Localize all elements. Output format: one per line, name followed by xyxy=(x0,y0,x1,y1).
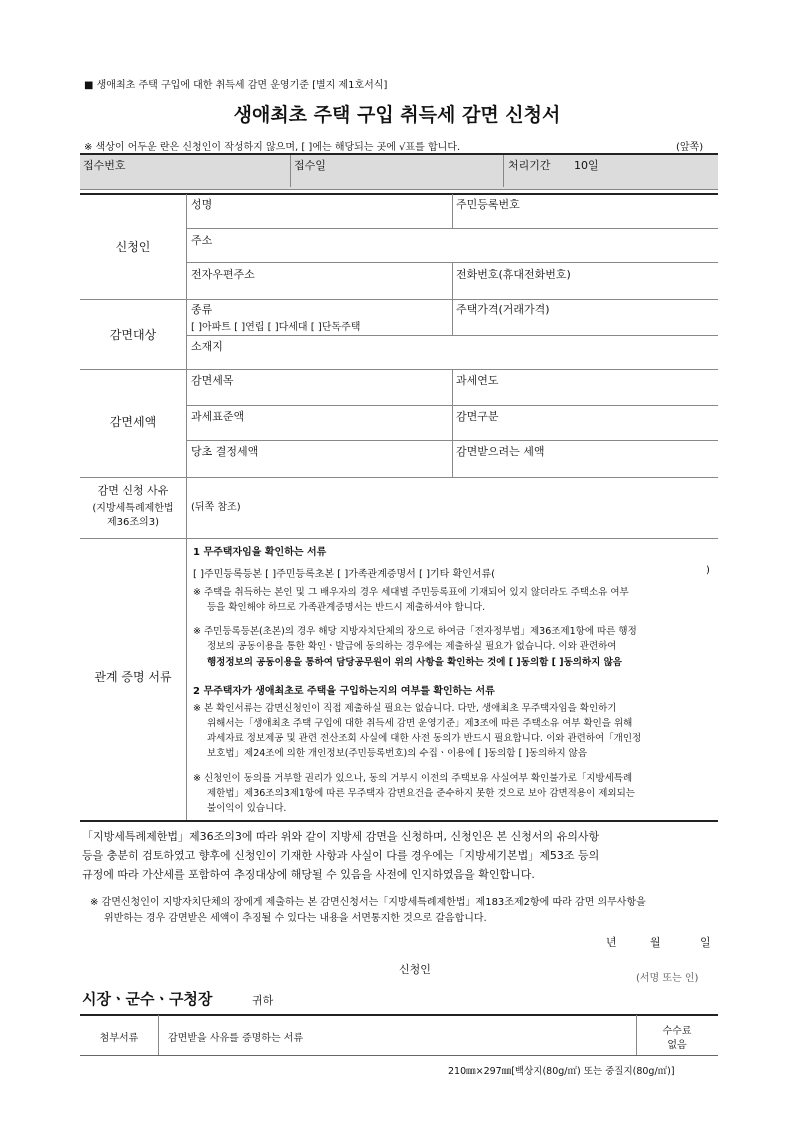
documents-section-label: 관계 증명 서류 xyxy=(94,670,172,684)
signature-field[interactable]: (서명 또는 인) xyxy=(636,973,699,984)
form-source: ■ 생애최초 주택 구입에 대한 취득세 감면 운영기준 [별지 제1호서식] xyxy=(84,80,388,91)
instruction-note: ※ 색상이 어두운 란은 신청인이 작성하지 않으며, [ ]에는 해당되는 곳에 √표를 합니다. xyxy=(84,142,461,153)
note-1b: 등을 확인해야 하므로 가족관계증명서는 반드시 제출하셔야 합니다. xyxy=(207,602,486,613)
fee-value: 없음 xyxy=(667,1040,687,1051)
initial-tax-label[interactable]: 당초 결정세액 xyxy=(191,445,259,458)
target-section-label: 감면대상 xyxy=(109,328,157,342)
warning-line-1: ※ 감면신청인이 지방자치단체의 장에게 제출하는 본 감면신청서는「지방세특례제한법」제183조제2항에 따라 감면 의무사항을 xyxy=(90,897,646,908)
email-field-label[interactable]: 전자우편주소 xyxy=(191,268,255,281)
applicant-signature-label: 신청인 xyxy=(399,963,431,976)
date-day[interactable]: 일 xyxy=(700,936,711,949)
note-3a: ※ 본 확인서류는 감면신청인이 직접 제출하실 필요는 없습니다. 다만, 생애최초 무주택자임을 확인하기 xyxy=(193,703,617,714)
fee-label: 수수료 xyxy=(662,1026,692,1037)
reason-law: (지방세특례제한법 xyxy=(92,503,174,514)
reason-value[interactable]: (뒤쪽 참조) xyxy=(191,502,241,513)
note-3c: 과세자료 정보제공 및 관련 전산조회 사실에 대한 사전 동의가 반드시 필요합니다. 이와 관련하여「개인정 xyxy=(207,733,642,744)
location-field-label[interactable]: 소재지 xyxy=(191,340,223,353)
note-2a: ※ 주민등록등본(초본)의 경우 해당 지방자치단체의 장으로 하여금「전자정부법」제36조제1항에 따른 행정 xyxy=(193,626,637,637)
processing-period-value: 10일 xyxy=(574,159,599,172)
tax-item-label[interactable]: 감면세목 xyxy=(191,374,234,387)
price-field-label[interactable]: 주택가격(거래가격) xyxy=(456,303,550,316)
receipt-row xyxy=(80,153,718,190)
reduction-category-label[interactable]: 감면구분 xyxy=(456,410,499,423)
addressee: 시장ㆍ군수ㆍ구청장 xyxy=(82,990,213,1008)
attachment-label: 첨부서류 xyxy=(99,1033,139,1044)
housing-type-options[interactable]: [ ]아파트 [ ]연립 [ ]다세대 [ ]단독주택 xyxy=(191,322,361,333)
tax-year-label[interactable]: 과세연도 xyxy=(456,374,499,387)
receipt-date-label: 접수일 xyxy=(294,159,326,172)
declaration-line-1: 「지방세특례제한법」제36조의3에 따라 위와 같이 지방세 감면을 신청하며, 신청인은 본 신청서의 유의사항 xyxy=(82,830,600,843)
page-side: (앞쪽) xyxy=(676,142,704,153)
declaration-line-2: 등을 충분히 검토하였고 향후에 신청인이 기재한 사항과 사실이 다를 경우에는「지방세기본법」제53조 등의 xyxy=(82,849,600,862)
applicant-section-label: 신청인 xyxy=(115,240,151,254)
docs-checklist-end: ) xyxy=(706,565,710,576)
note-4c: 불이익이 있습니다. xyxy=(207,803,287,814)
requested-tax-label[interactable]: 감면받으려는 세액 xyxy=(456,445,545,458)
note-3b: 위해서는「생애최초 주택 구입에 대한 취득세 감면 운영기준」제3조에 따른 주택소유 여부 확인을 위해 xyxy=(207,718,633,729)
receipt-number-label: 접수번호 xyxy=(83,159,126,172)
paper-spec: 210㎜×297㎜[백상지(80g/㎡) 또는 중질지(80g/㎡)] xyxy=(448,1066,675,1077)
tax-base-label[interactable]: 과세표준액 xyxy=(191,410,245,423)
phone-field-label[interactable]: 전화번호(휴대전화번호) xyxy=(456,268,571,281)
reason-article: 제36조의3) xyxy=(107,517,159,528)
docs-heading-1: 1 무주택자임을 확인하는 서류 xyxy=(193,547,327,558)
docs-heading-2: 2 무주택자가 생애최초로 주택을 구입하는지의 여부를 확인하는 서류 xyxy=(193,686,495,697)
note-2b: 정보의 공동이용을 통한 확인ㆍ발급에 동의하는 경우에는 제출하실 필요가 없습니다. 이와 관련하여 xyxy=(207,641,617,652)
name-field-label[interactable]: 성명 xyxy=(191,198,213,211)
amount-section-label: 감면세액 xyxy=(109,415,157,429)
processing-period-label: 처리기간 xyxy=(508,159,551,172)
note-2c-consent[interactable]: 행정정보의 공동이용을 통하여 담당공무원이 위의 사항을 확인하는 것에 [ ]동의함 [ ]동의하지 않음 xyxy=(207,657,622,668)
note-4a: ※ 신청인이 동의를 거부할 권리가 있으나, 동의 거부시 이전의 주택보유 사실여부 확인불가로「지방세특례 xyxy=(193,773,633,784)
addressee-honorific: 귀하 xyxy=(252,994,274,1007)
reason-label: 감면 신청 사유 xyxy=(97,484,169,497)
note-4b: 제한법」제36조의3제1항에 따른 무주택자 감면요건을 준수하지 못한 것으로 보아 감면적용이 제외되는 xyxy=(207,788,635,799)
type-field-label: 종류 xyxy=(191,303,213,316)
address-field-label[interactable]: 주소 xyxy=(191,234,213,247)
note-3d-consent[interactable]: 보호법」제24조에 의한 개인정보(주민등록번호)의 수집ㆍ이용에 [ ]동의함 [ ]동의하지 않음 xyxy=(207,748,588,759)
note-1a: ※ 주택을 취득하는 본인 및 그 배우자의 경우 세대별 주민등록표에 기재되어 있지 않더라도 주택소유 여부 xyxy=(193,587,629,598)
date-year[interactable]: 년 xyxy=(606,936,617,949)
page-title: 생애최초 주택 구입 취득세 감면 신청서 xyxy=(233,104,561,126)
attachment-value: 감면받을 사유를 증명하는 서류 xyxy=(168,1033,304,1044)
declaration-line-3: 규정에 따라 가산세를 포함하여 추징대상에 해당될 수 있음을 사전에 인지하였음을 확인합니다. xyxy=(82,868,535,881)
date-month[interactable]: 월 xyxy=(650,936,661,949)
docs-checklist[interactable]: [ ]주민등록등본 [ ]주민등록초본 [ ]가족관계증명서 [ ]기타 확인서류( xyxy=(193,569,496,580)
rrn-field-label[interactable]: 주민등록번호 xyxy=(456,198,520,211)
warning-line-2: 위반하는 경우 감면받은 세액이 추징될 수 있다는 내용을 서면통지한 것으로 갈음합니다. xyxy=(104,913,487,924)
